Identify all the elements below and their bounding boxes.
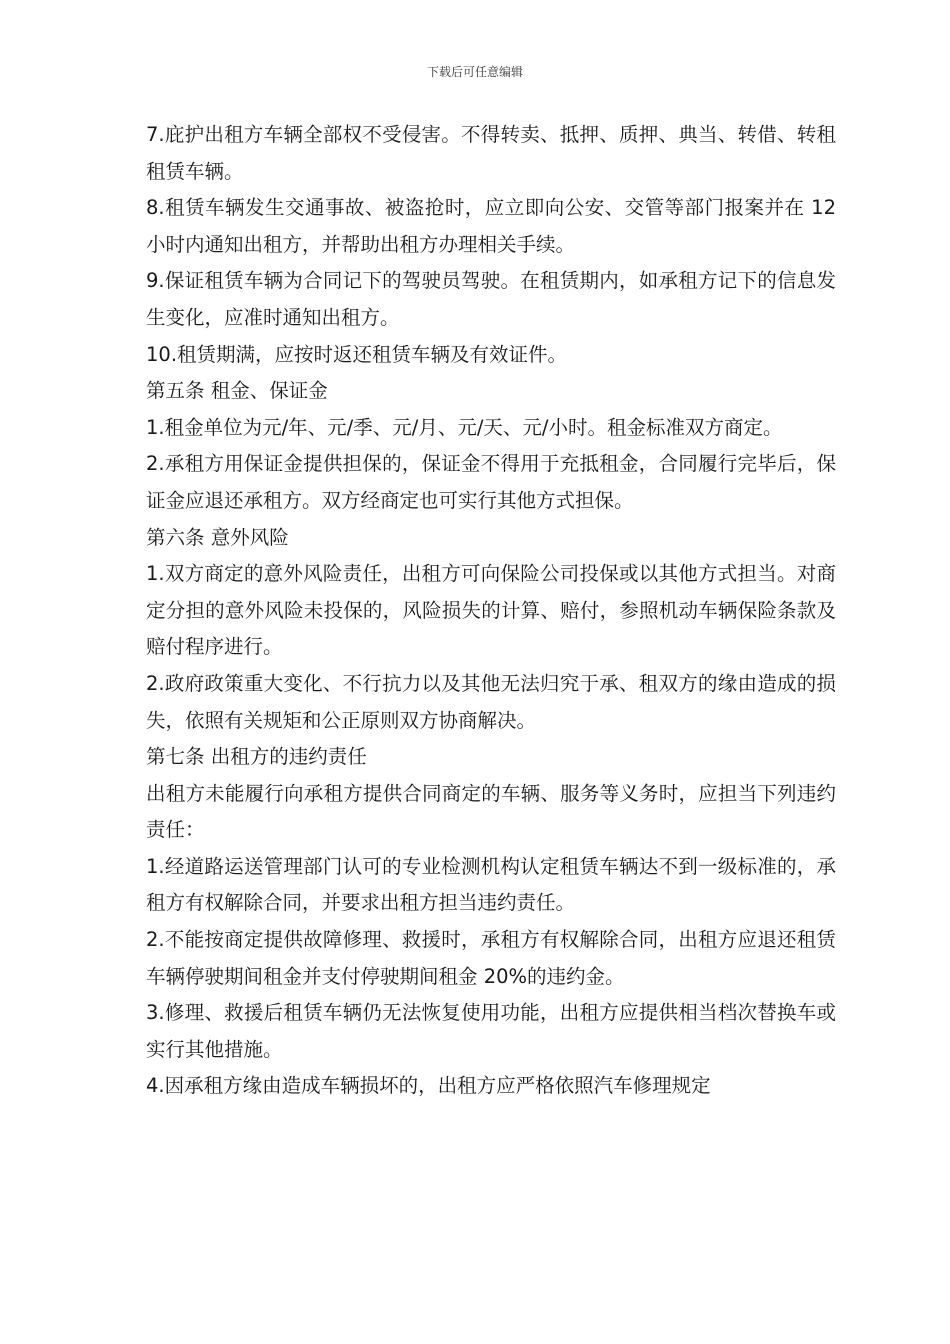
paragraph: 8.租赁车辆发生交通事故、被盗抢时，应立即向公安、交管等部门报案并在 12 小时内通知出租方，并帮助出租方办理相关手续。 — [146, 196, 836, 256]
paragraph: 10.租赁期满，应按时返还租赁车辆及有效证件。 — [146, 342, 568, 366]
paragraph: 1.租金单位为元/年、元/季、元/月、元/天、元/小时。租金标准双方商定。 — [146, 415, 783, 439]
paragraph: 出租方未能履行向承租方提供合同商定的车辆、服务等义务时，应担当下列违约责任： — [146, 781, 836, 842]
paragraph: 2.承租方用保证金提供担保的，保证金不得用于充抵租金，合同履行完毕后，保证金应退还承租方。双方经商定也可实行其他方式担保。 — [146, 452, 836, 512]
document-body — [146, 117, 836, 1105]
section-heading: 第六条 意外风险 — [146, 525, 289, 549]
section-heading: 第七条 出租方的违约责任 — [146, 745, 367, 769]
paragraph: 4.因承租方缘由造成车辆损坏的，出租方应严格依照汽车修理规定 — [146, 1074, 711, 1098]
paragraph: 3.修理、救援后租赁车辆仍无法恢复使用功能，出租方应提供相当档次替换车或实行其他措施。 — [146, 1001, 836, 1061]
paragraph: 2.政府政策重大变化、不行抗力以及其他无法归究于承、租双方的缘由造成的损失，依照有关规矩和公正原则双方协商解决。 — [146, 671, 836, 732]
paragraph: 1.经道路运送管理部门认可的专业检测机构认定租赁车辆达不到一级标准的，承租方有权解除合同，并要求出租方担当违约责任。 — [146, 854, 836, 915]
paragraph: 7.庇护出租方车辆全部权不受侵害。不得转卖、抵押、质押、典当、转借、转租租赁车辆。 — [146, 123, 836, 183]
page-header: 下载后可任意编辑 — [426, 65, 523, 79]
paragraph: 9.保证租赁车辆为合同记下的驾驶员驾驶。在租赁期内，如承租方记下的信息发生变化，应准时通知出租方。 — [146, 269, 836, 329]
section-heading: 第五条 租金、保证金 — [146, 379, 328, 403]
paragraph: 1.双方商定的意外风险责任，出租方可向保险公司投保或以其他方式担当。对商定分担的意外风险未投保的，风险损失的计算、赔付，参照机动车辆保险条款及赔付程序进行。 — [146, 562, 836, 659]
paragraph: 2.不能按商定提供故障修理、救援时，承租方有权解除合同，出租方应退还租赁车辆停驶期间租金并支付停驶期间租金 20%的违约金。 — [146, 928, 836, 988]
